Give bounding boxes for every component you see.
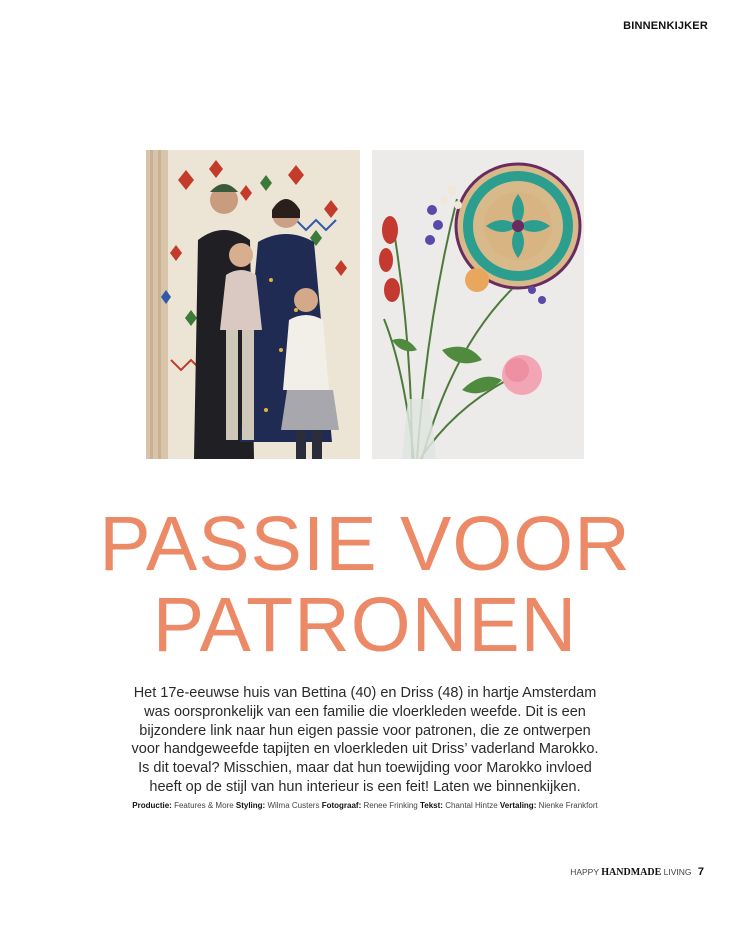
credit-styling: Wilma Custers [267, 801, 320, 810]
credit-label-vertaling: Vertaling: [499, 801, 537, 810]
credit-vertaling: Nienke Frankfort [538, 801, 598, 810]
headline-line-1: PASSIE VOOR [99, 501, 631, 587]
credit-label-styling: Styling: [235, 801, 266, 810]
credit-label-fotograaf: Fotograaf: [321, 801, 362, 810]
credits-line [0, 801, 730, 810]
intro-line: bijzondere link naar hun eigen passie voor patronen, die ze ontwerpen [139, 722, 591, 739]
section-tag: BINNENKIJKER [623, 20, 708, 32]
intro-paragraph [120, 684, 610, 797]
footer-living: LIVING [663, 867, 692, 877]
footer-happy: HAPPY [570, 867, 599, 877]
intro-line: heeft op de stijl van hun interieur is een feit! Laten we binnenkijken. [149, 778, 581, 795]
credit-tekst: Chantal Hintze [445, 801, 498, 810]
family-portrait-photo [146, 150, 360, 459]
credit-label-productie: Productie: [132, 801, 172, 810]
credit-productie: Features & More [174, 801, 234, 810]
footer-handmade: HANDMADE [601, 867, 662, 878]
headline-line-2: PATRONEN [152, 582, 578, 668]
flowers-and-basket-photo [372, 150, 584, 459]
intro-line: Is dit toeval? Misschien, maar dat hun toewijding voor Marokko invloed [138, 760, 592, 777]
intro-line: was oorspronkelijk van een familie die vloerkleden weefde. Dit is een [144, 703, 586, 720]
credit-label-tekst: Tekst: [419, 801, 443, 810]
intro-line: Het 17e-eeuwse huis van Bettina (40) en Driss (48) in hartje Amsterdam [133, 685, 597, 701]
page-number: 7 [697, 866, 704, 878]
page-footer [570, 866, 704, 878]
credit-fotograaf: Renee Frinking [363, 801, 418, 810]
intro-line: voor handgeweefde tapijten en vloerkleden uit Driss’ vaderland Marokko. [131, 741, 599, 758]
